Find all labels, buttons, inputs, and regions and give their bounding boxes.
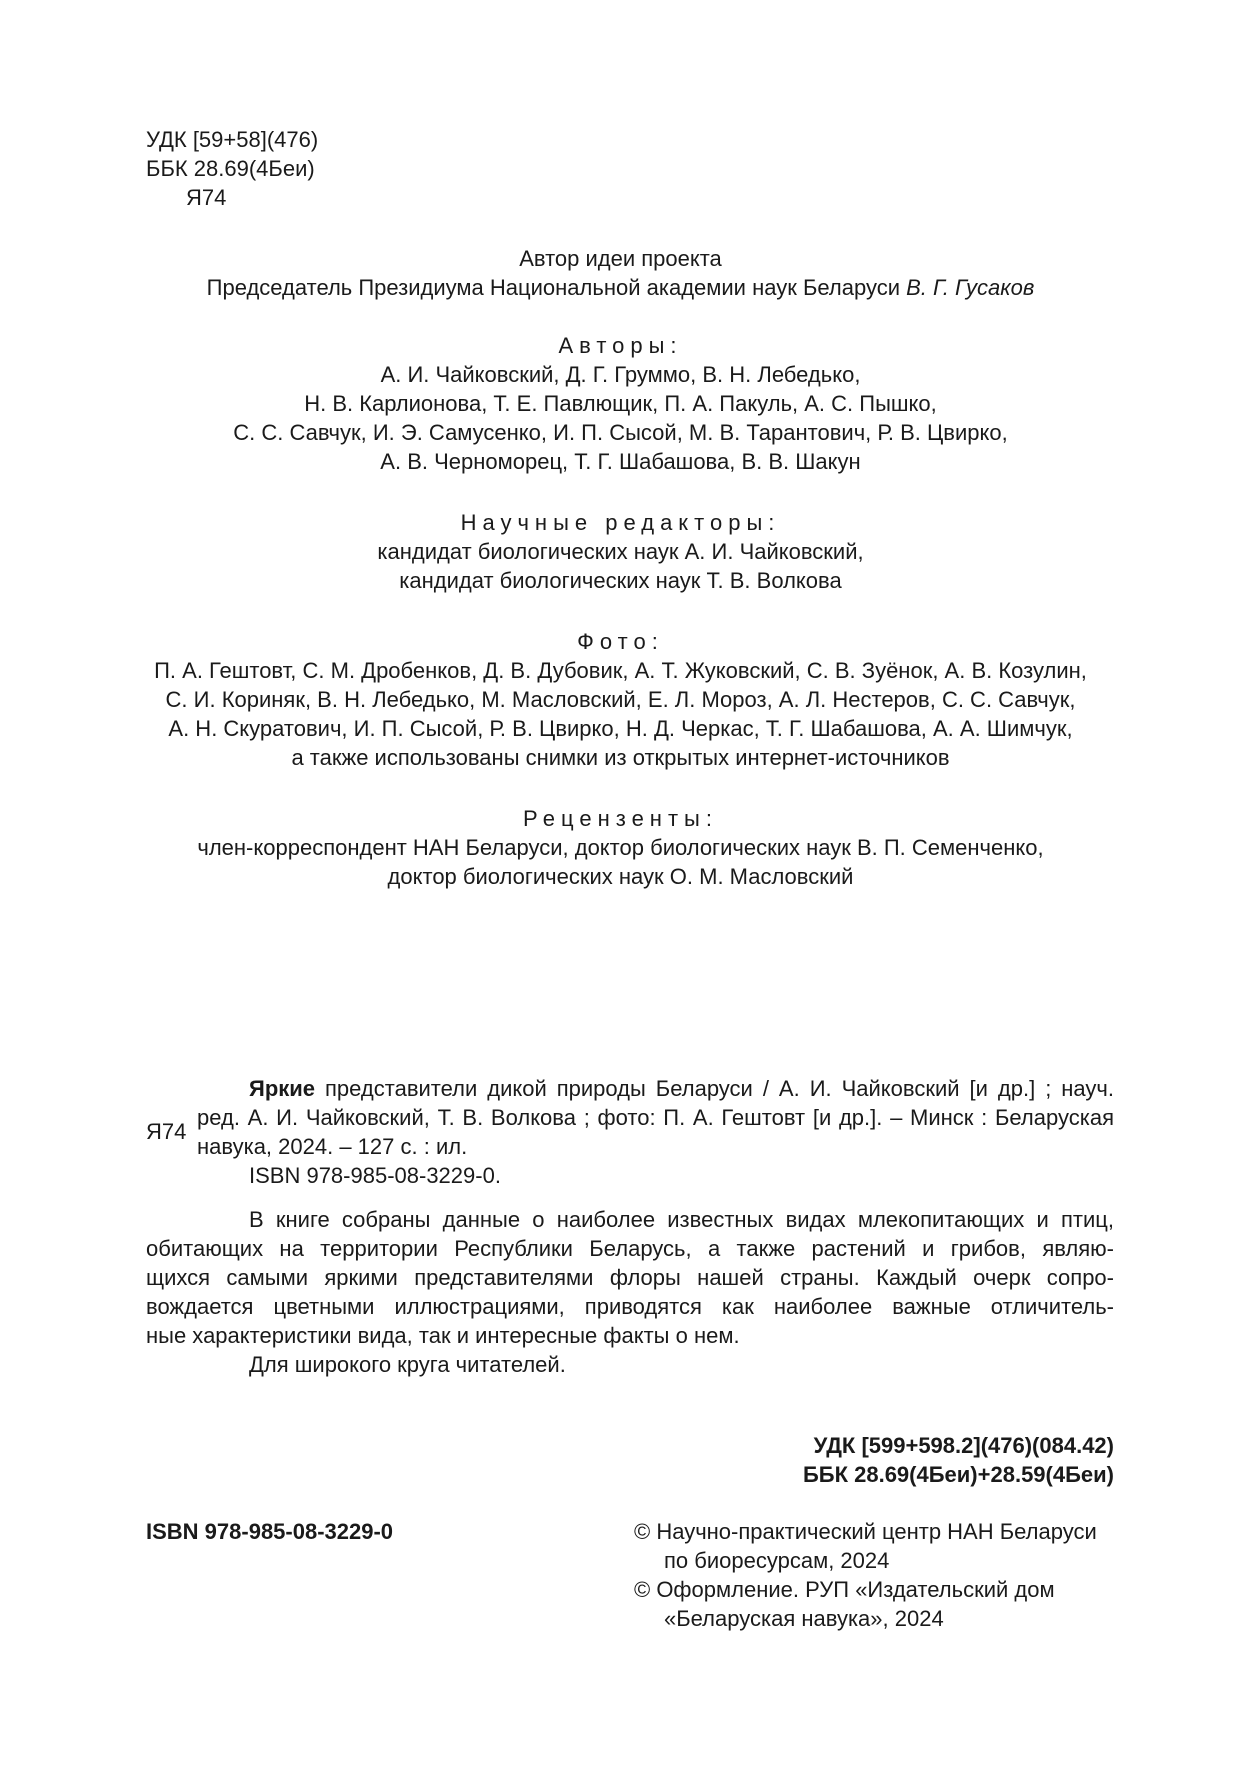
editors-block bbox=[120, 508, 1121, 595]
audience-note: Для широкого круга читателей. bbox=[249, 1352, 566, 1377]
copyright-line: «Беларуская навука», 2024 bbox=[664, 1606, 944, 1631]
photo-line: а также использованы снимки из открытых интернет-источников bbox=[291, 745, 950, 770]
photo-line: А. Н. Скуратович, И. П. Сысой, Р. В. Цвирко, Н. Д. Черкас, Т. Г. Шабашова, А. А. Шимчук, bbox=[168, 716, 1073, 741]
bib-isbn: ISBN 978-985-08-3229-0. bbox=[249, 1163, 501, 1188]
photo-block bbox=[120, 627, 1121, 772]
photo-heading: Фото: bbox=[577, 629, 664, 654]
project-author-name: В. Г. Гусаков bbox=[906, 275, 1035, 300]
abstract-line: В книге собраны данные о наиболее известных видах млекопитающих и птиц, bbox=[249, 1207, 1114, 1232]
abstract-line: вождается цветными иллюстрациями, приводятся как наиболее важные отличитель- bbox=[146, 1294, 1114, 1319]
editors-line: кандидат биологических наук А. И. Чайковский, bbox=[377, 539, 864, 564]
photo-line: П. А. Гештовт, С. М. Дробенков, Д. В. Дубовик, А. Т. Жуковский, С. В. Зуёнок, А. В. Козулин, bbox=[154, 658, 1087, 683]
final-bbk: ББК 28.69(4Беи)+28.59(4Беи) bbox=[802, 1462, 1114, 1487]
bbk-code: ББК 28.69(4Беи) bbox=[146, 156, 315, 181]
bib-title-word: Яркие bbox=[249, 1076, 316, 1101]
copyright-line: по биоресурсам, 2024 bbox=[664, 1548, 890, 1573]
bib-line-1 bbox=[249, 1074, 1114, 1103]
authors-line: Н. В. Карлионова, Т. Е. Павлющик, П. А. Пакуль, А. С. Пышко, bbox=[304, 391, 937, 416]
bib-author-mark: Я74 bbox=[146, 1119, 187, 1144]
project-line-prefix: Председатель Президиума Национальной академии наук Беларуси bbox=[206, 275, 900, 300]
isbn: ISBN 978-985-08-3229-0 bbox=[146, 1519, 394, 1544]
copyright-line: © Оформление. РУП «Издательский дом bbox=[634, 1577, 1055, 1602]
reviewers-block bbox=[120, 804, 1121, 891]
bib-line-1-rest: представители дикой природы Беларуси / А. И. Чайковский [и др.] ; науч. bbox=[315, 1076, 1114, 1101]
project-label: Автор идеи проекта bbox=[519, 246, 722, 271]
abstract-line: обитающих на территории Республики Беларусь, а также растений и грибов, являю- bbox=[146, 1236, 1114, 1261]
final-udk: УДК [599+598.2](476)(084.42) bbox=[813, 1433, 1114, 1458]
editors-heading: Научные редакторы: bbox=[460, 510, 781, 535]
copyright-line: © Научно-практический центр НАН Беларуси bbox=[634, 1519, 1097, 1544]
photo-line: С. И. Кориняк, В. Н. Лебедько, М. Масловский, Е. Л. Мороз, А. Л. Нестеров, С. С. Савчук, bbox=[165, 687, 1076, 712]
abstract bbox=[146, 1205, 1114, 1379]
authors-line: А. И. Чайковский, Д. Г. Груммо, В. Н. Лебедько, bbox=[380, 362, 861, 387]
authors-line: А. В. Черноморец, Т. Г. Шабашова, В. В. Шакун bbox=[380, 449, 861, 474]
abstract-line: щихся самыми яркими представителями флоры нашей страны. Каждый очерк сопро- bbox=[146, 1265, 1114, 1290]
copyright-block bbox=[634, 1517, 1097, 1633]
authors-line: С. С. Савчук, И. Э. Самусенко, И. П. Сысой, М. В. Тарантович, Р. В. Цвирко, bbox=[233, 420, 1008, 445]
author-mark: Я74 bbox=[186, 185, 227, 210]
authors-heading: Авторы: bbox=[558, 333, 683, 358]
editors-line: кандидат биологических наук Т. В. Волкова bbox=[399, 568, 842, 593]
abstract-line: ные характеристики вида, так и интересные факты о нем. bbox=[146, 1323, 740, 1348]
bib-line-2: ред. А. И. Чайковский, Т. В. Волкова ; фото: П. А. Гештовт [и др.]. – Минск : Беларуская bbox=[197, 1105, 1114, 1130]
reviewers-line: доктор биологических наук О. М. Масловский bbox=[387, 864, 854, 889]
project-line bbox=[120, 273, 1121, 302]
authors-block bbox=[120, 331, 1121, 476]
reviewers-heading: Рецензенты: bbox=[523, 806, 718, 831]
bib-line-3: навука, 2024. – 127 с. : ил. bbox=[197, 1134, 468, 1159]
classification-codes bbox=[146, 125, 318, 212]
project-block bbox=[120, 244, 1121, 302]
udk-code: УДК [59+58](476) bbox=[146, 127, 319, 152]
final-codes bbox=[803, 1431, 1114, 1489]
bibliographic-record bbox=[197, 1074, 1114, 1190]
reviewers-line: член-корреспондент НАН Беларуси, доктор биологических наук В. П. Семенченко, bbox=[197, 835, 1044, 860]
